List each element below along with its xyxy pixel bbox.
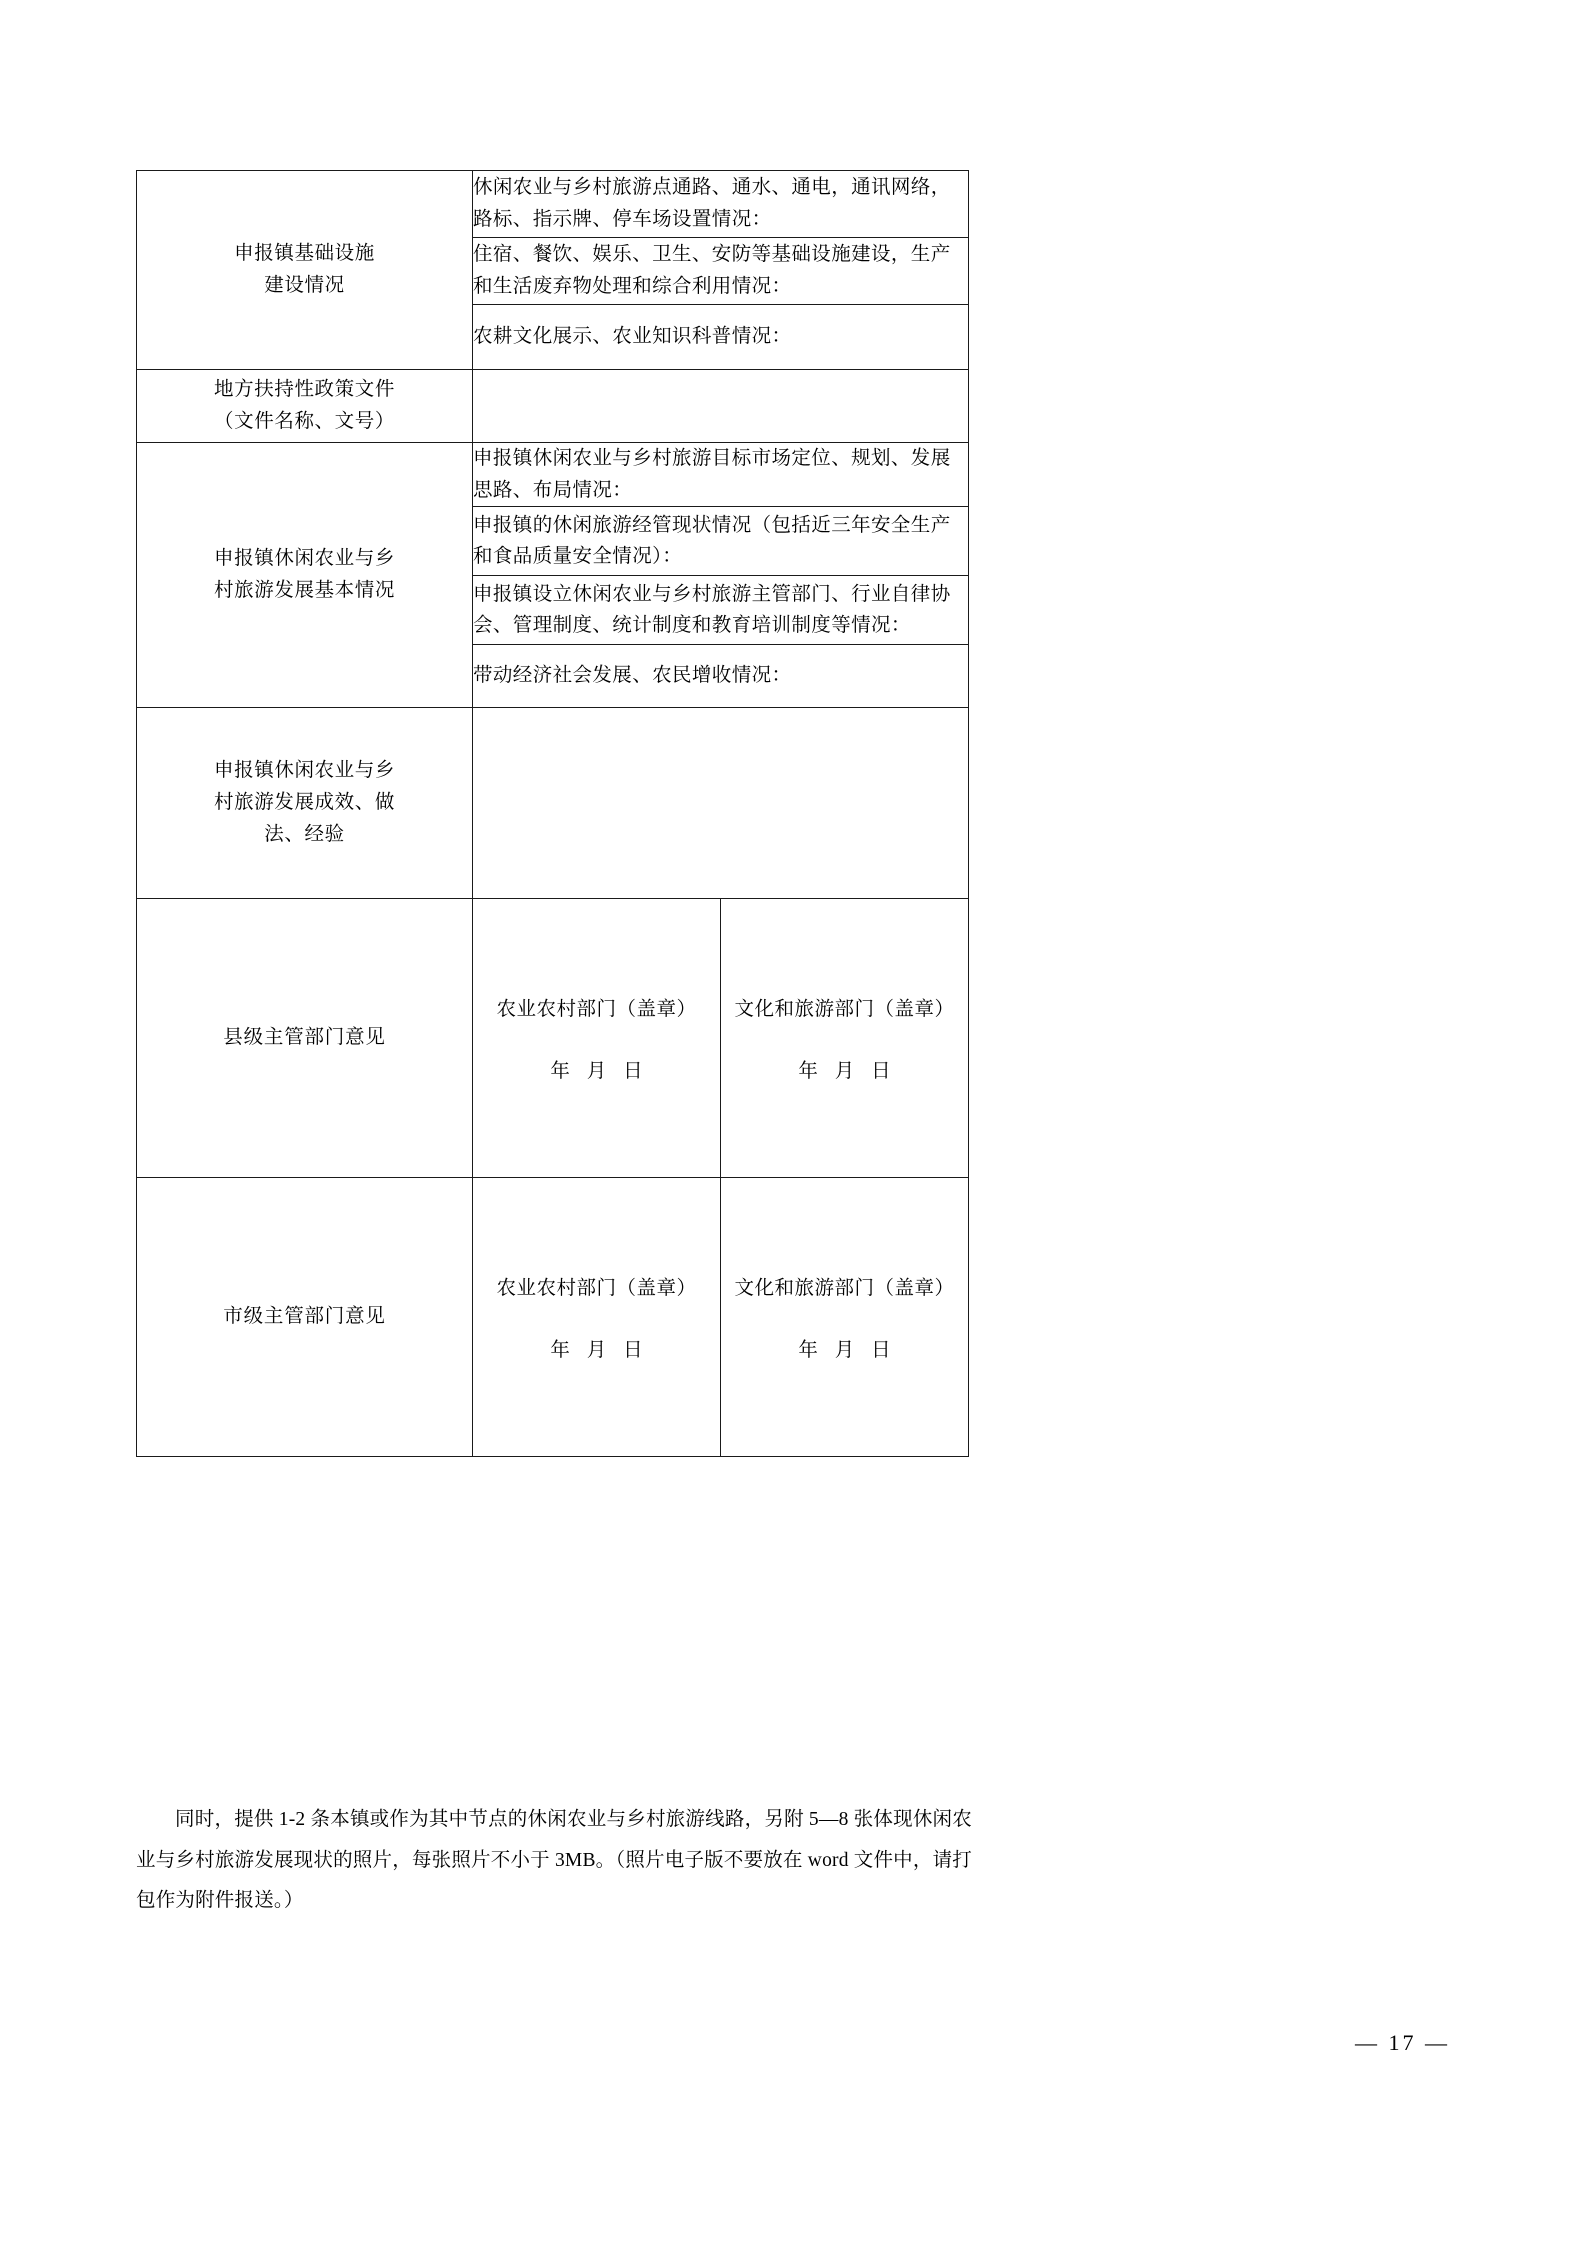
county-culture-signature-cell[interactable] [721, 899, 969, 1178]
county-culture-date-line: 年 月 日 [798, 1061, 897, 1083]
infrastructure-item-facilities[interactable] [473, 238, 969, 305]
application-form-table [136, 170, 969, 1457]
city-agriculture-dept-label: 农业农村部门（盖章） [496, 1278, 697, 1300]
item-text: 带动经济社会发展、农民增收情况： [473, 665, 792, 687]
development-item-economic-impact[interactable] [473, 645, 969, 708]
county-agriculture-dept-label: 农业农村部门（盖章） [496, 999, 697, 1021]
item-text: 住宿、餐饮、娱乐、卫生、安防等基础设施建设，生产和生活废弃物处理和综合利用情况： [473, 244, 951, 297]
label-line: （文件名称、文号） [214, 411, 395, 432]
city-culture-signature-cell[interactable] [721, 1178, 969, 1457]
label-line: 建设情况 [264, 275, 345, 296]
row-label-city-opinion [137, 1178, 473, 1457]
label-line: 村旅游发展基本情况 [214, 580, 395, 602]
development-item-market-positioning[interactable] [473, 443, 969, 507]
row-label-development-basics [137, 443, 473, 708]
label-line: 市级主管部门意见 [223, 1306, 386, 1328]
row-label-county-opinion [137, 899, 473, 1178]
item-text: 休闲农业与乡村旅游点通路、通水、通电，通讯网络，路标、指示牌、停车场设置情况： [473, 177, 951, 230]
item-text: 申报镇的休闲旅游经管现状情况（包括近三年安全生产和食品质量安全情况）： [473, 514, 951, 568]
table-row [137, 899, 969, 1178]
effectiveness-value[interactable] [473, 708, 969, 899]
table-row [137, 1178, 969, 1457]
label-line: 村旅游发展成效、做 [214, 792, 395, 814]
row-label-effectiveness [137, 708, 473, 899]
table-row [137, 370, 969, 443]
county-culture-dept-label: 文化和旅游部门（盖章） [734, 999, 955, 1021]
row-label-policy-document [137, 370, 473, 443]
table-row [137, 171, 969, 238]
label-line: 申报镇基础设施 [234, 242, 375, 264]
county-agriculture-signature-cell[interactable] [473, 899, 721, 1178]
development-item-current-status[interactable] [473, 507, 969, 576]
city-culture-dept-label: 文化和旅游部门（盖章） [734, 1278, 955, 1300]
table-row [137, 443, 969, 507]
label-line: 县级主管部门意见 [223, 1027, 386, 1049]
table-row [137, 708, 969, 899]
city-agriculture-date-line: 年 月 日 [550, 1340, 649, 1362]
item-text: 申报镇休闲农业与乡村旅游目标市场定位、规划、发展思路、布局情况： [473, 448, 951, 501]
submission-note-paragraph: 同时，提供 1-2 条本镇或作为其中节点的休闲农业与乡村旅游线路，另附 5—8 张体现休闲农业与乡村旅游发展现状的照片，每张照片不小于 3MB。（照片电子版不要放在 word 文件中，请打包作为附件报送。） [136, 1809, 972, 1912]
label-line: 法、经验 [264, 824, 345, 846]
city-agriculture-signature-cell[interactable] [473, 1178, 721, 1457]
page-number: — 17 — [1355, 2030, 1450, 2055]
policy-document-value[interactable] [473, 370, 969, 443]
county-agriculture-date-line: 年 月 日 [550, 1061, 649, 1083]
city-culture-date-line: 年 月 日 [798, 1340, 897, 1362]
item-text: 申报镇设立休闲农业与乡村旅游主管部门、行业自律协会、管理制度、统计制度和教育培训制度等情况： [473, 583, 951, 637]
label-line: 申报镇休闲农业与乡 [214, 759, 395, 781]
row-label-infrastructure [137, 171, 473, 370]
development-item-institutions[interactable] [473, 576, 969, 645]
label-line: 地方扶持性政策文件 [214, 378, 395, 400]
item-text: 农耕文化展示、农业知识科普情况： [473, 326, 792, 348]
infrastructure-item-roads[interactable] [473, 171, 969, 238]
infrastructure-item-culture[interactable] [473, 305, 969, 370]
label-line: 申报镇休闲农业与乡 [214, 547, 395, 569]
